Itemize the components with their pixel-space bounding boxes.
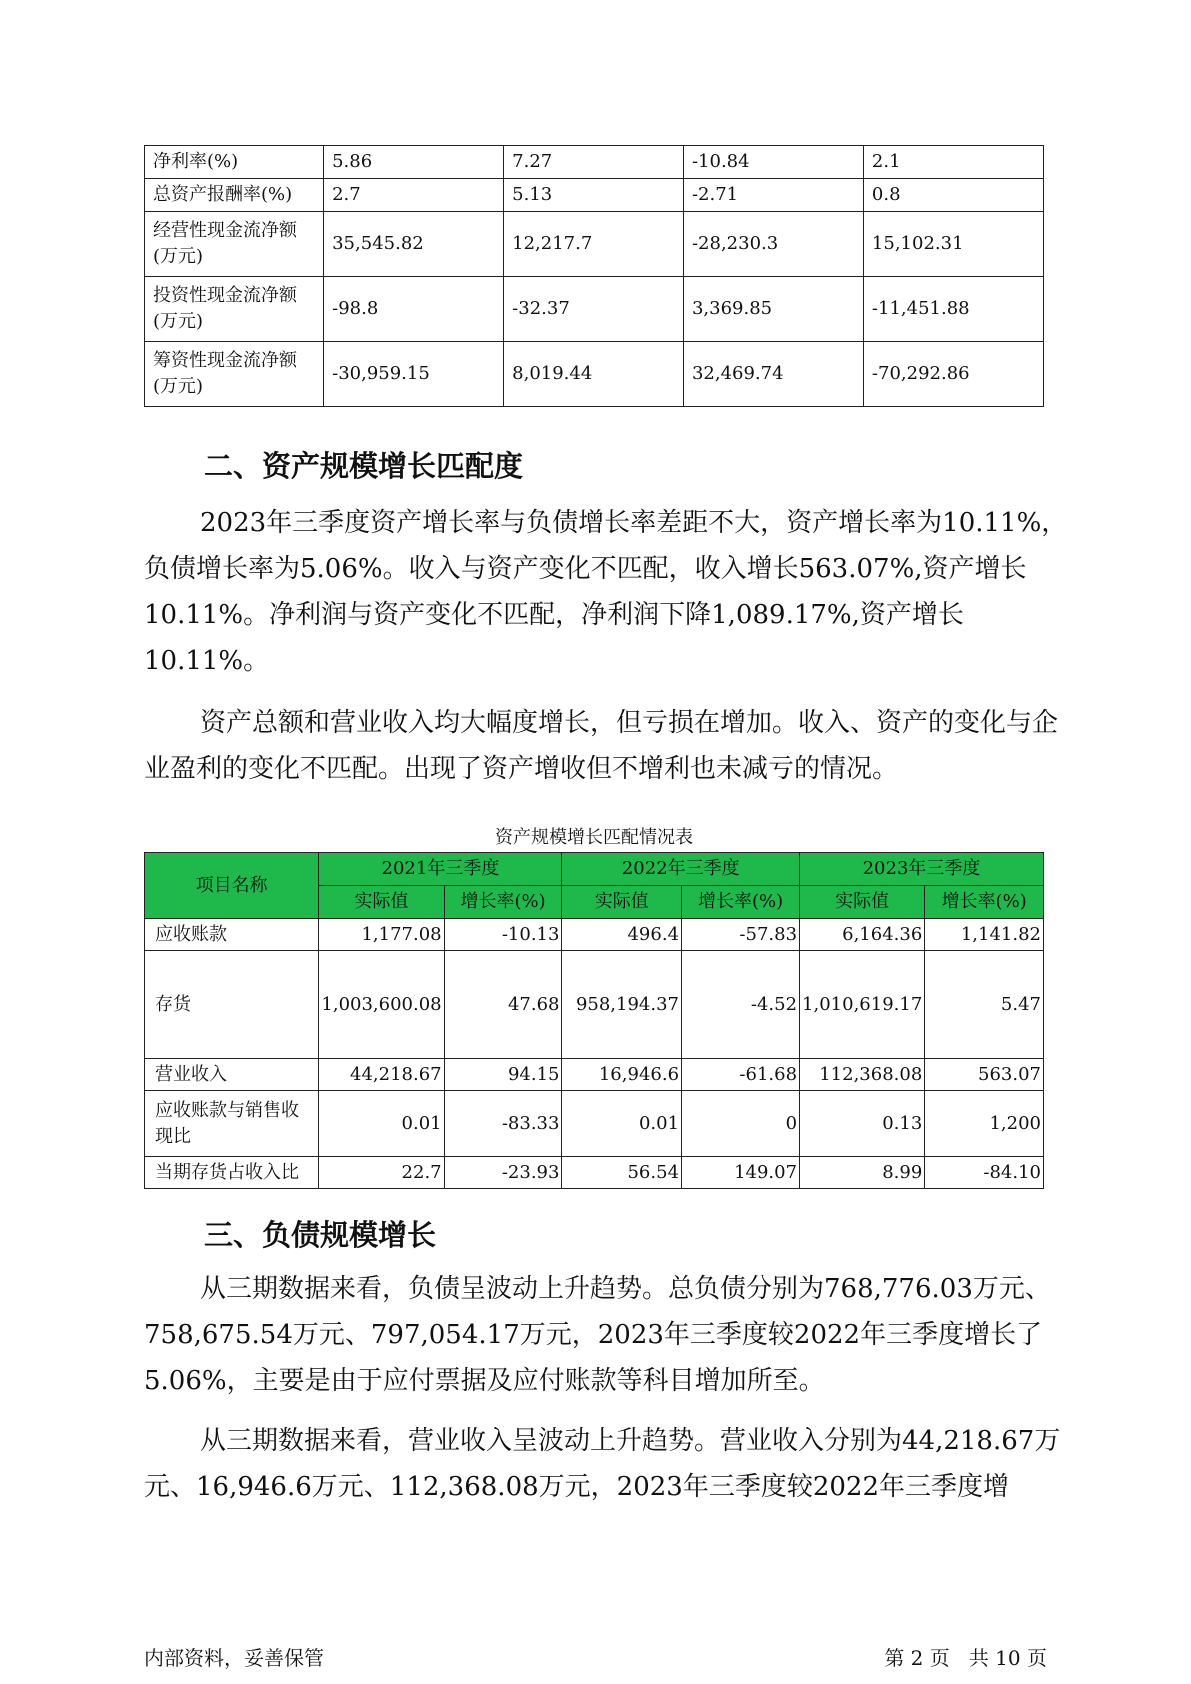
row-label: 存货: [145, 951, 319, 1059]
row-label: 总资产报酬率(%): [145, 179, 324, 212]
section-heading: 三、负债规模增长: [204, 1218, 437, 1252]
column-header-period: 2022年三季度: [562, 853, 800, 886]
table-cell: -4.52: [682, 951, 800, 1059]
table-cell: 563.07: [925, 1059, 1044, 1091]
financial-ratio-table: [144, 145, 1044, 407]
table-header-row: [145, 853, 1044, 886]
footer-note: 内部资料，妥善保管: [144, 1646, 324, 1670]
page-number: 第 2 页 共 10 页: [884, 1646, 1047, 1670]
table-cell: 0: [682, 1091, 800, 1157]
table-cell: 1,003,600.08: [319, 951, 444, 1059]
table-cell: 496.4: [562, 919, 682, 951]
table-cell: -98.8: [324, 277, 504, 342]
section-heading: 二、资产规模增长匹配度: [204, 449, 524, 483]
table-row: [145, 146, 1044, 179]
row-label: 投资性现金流净额(万元): [145, 277, 324, 342]
table-cell: 0.8: [863, 179, 1043, 212]
table-caption: 资产规模增长匹配情况表: [495, 827, 693, 848]
column-header-actual: 实际值: [800, 886, 925, 919]
table-cell: 958,194.37: [562, 951, 682, 1059]
table-cell: 1,141.82: [925, 919, 1044, 951]
column-header-actual: 实际值: [562, 886, 682, 919]
table-row: [145, 1091, 1044, 1157]
column-header-actual: 实际值: [319, 886, 444, 919]
table-cell: 1,177.08: [319, 919, 444, 951]
table-cell: 5.86: [324, 146, 504, 179]
asset-match-table: [144, 852, 1044, 1189]
table-cell: 0.13: [800, 1091, 925, 1157]
table-row: [145, 342, 1044, 407]
table-cell: 2.7: [324, 179, 504, 212]
table-cell: 8.99: [800, 1157, 925, 1189]
table-cell: -10.13: [444, 919, 562, 951]
column-header-growth: 增长率(%): [682, 886, 800, 919]
table-cell: 112,368.08: [800, 1059, 925, 1091]
table-cell: 0.01: [562, 1091, 682, 1157]
table-row: [145, 212, 1044, 277]
table-cell: 44,218.67: [319, 1059, 444, 1091]
table-cell: 47.68: [444, 951, 562, 1059]
column-header-period: 2023年三季度: [800, 853, 1044, 886]
table-cell: -57.83: [682, 919, 800, 951]
table-cell: 94.15: [444, 1059, 562, 1091]
paragraph: 从三期数据来看，营业收入呈波动上升趋势。营业收入分别为44,218.67万元、16,946.6万元、112,368.08万元，2023年三季度较2022年三季度增: [144, 1426, 1061, 1502]
table-cell: -11,451.88: [863, 277, 1043, 342]
row-label: 应收账款与销售收现比: [145, 1091, 319, 1157]
table-cell: 5.47: [925, 951, 1044, 1059]
table-cell: -32.37: [504, 277, 684, 342]
paragraph: 2023年三季度资产增长率与负债增长率差距不大，资产增长率为10.11%，负债增长率为5.06%。收入与资产变化不匹配，收入增长563.07%,资产增长10.11%。净利润与资产变化不匹配，净利润下降1,089.17%,资产增长10.11%。: [144, 508, 1068, 676]
table-cell: -84.10: [925, 1157, 1044, 1189]
table-row: [145, 919, 1044, 951]
table-cell: 0.01: [319, 1091, 444, 1157]
table-cell: 7.27: [504, 146, 684, 179]
row-label: 净利率(%): [145, 146, 324, 179]
column-header-growth: 增长率(%): [925, 886, 1044, 919]
table-cell: -61.68: [682, 1059, 800, 1091]
table-row: [145, 277, 1044, 342]
table-cell: 1,200: [925, 1091, 1044, 1157]
table-cell: 6,164.36: [800, 919, 925, 951]
table-cell: 35,545.82: [324, 212, 504, 277]
table-row: [145, 951, 1044, 1059]
table-cell: 149.07: [682, 1157, 800, 1189]
table-cell: 32,469.74: [683, 342, 863, 407]
table-cell: 1,010,619.17: [800, 951, 925, 1059]
table-cell: -70,292.86: [863, 342, 1043, 407]
column-header-growth: 增长率(%): [444, 886, 562, 919]
paragraph: 资产总额和营业收入均大幅度增长，但亏损在增加。收入、资产的变化与企业盈利的变化不匹配。出现了资产增收但不增利也未减亏的情况。: [144, 708, 1059, 784]
table-cell: -2.71: [683, 179, 863, 212]
row-label: 经营性现金流净额(万元): [145, 212, 324, 277]
table-row: [145, 179, 1044, 212]
table-row: [145, 1157, 1044, 1189]
table-cell: 16,946.6: [562, 1059, 682, 1091]
table-cell: 3,369.85: [683, 277, 863, 342]
column-header-item: 项目名称: [145, 853, 319, 919]
table-cell: 22.7: [319, 1157, 444, 1189]
table-cell: -23.93: [444, 1157, 562, 1189]
row-label: 当期存货占收入比: [145, 1157, 319, 1189]
row-label: 应收账款: [145, 919, 319, 951]
table-cell: 15,102.31: [863, 212, 1043, 277]
table-cell: 5.13: [504, 179, 684, 212]
table-cell: 56.54: [562, 1157, 682, 1189]
table-cell: 2.1: [863, 146, 1043, 179]
table-cell: -30,959.15: [324, 342, 504, 407]
table-cell: -10.84: [683, 146, 863, 179]
table-cell: 8,019.44: [504, 342, 684, 407]
table-row: [145, 1059, 1044, 1091]
paragraph: 从三期数据来看，负债呈波动上升趋势。总负债分别为768,776.03万元、758,675.54万元、797,054.17万元，2023年三季度较2022年三季度增长了5.06%，主要是由于应付票据及应付账款等科目增加所至。: [144, 1274, 1051, 1396]
table-cell: 12,217.7: [504, 212, 684, 277]
row-label: 营业收入: [145, 1059, 319, 1091]
table-cell: -83.33: [444, 1091, 562, 1157]
table-cell: -28,230.3: [683, 212, 863, 277]
row-label: 筹资性现金流净额(万元): [145, 342, 324, 407]
column-header-period: 2021年三季度: [319, 853, 562, 886]
